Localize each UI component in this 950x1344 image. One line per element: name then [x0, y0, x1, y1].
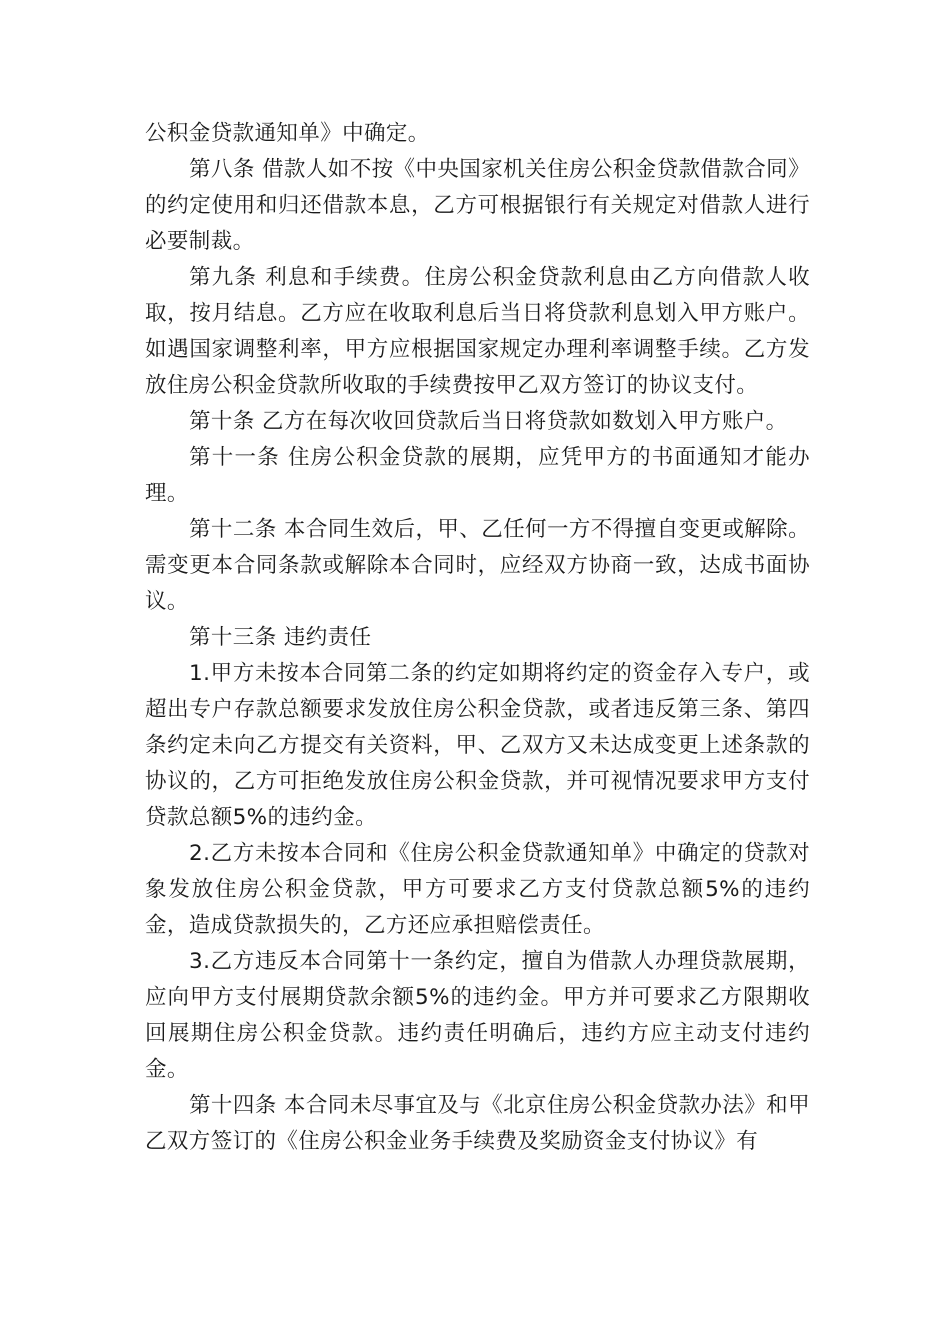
article-13-item-1: 1.甲方未按本合同第二条的约定如期将约定的资金存入专户，或超出专户存款总额要求发放住房公积金贷款，或者违反第三条、第四条约定未向乙方提交有关资料，甲、乙双方又未达成变更上述条款的协议的，乙方可拒绝发放住房公积金贷款，并可视情况要求甲方支付贷款总额5%的违约金。	[145, 661, 810, 830]
document-body	[145, 116, 810, 1160]
article-13-item-2: 2.乙方未按本合同和《住房公积金贷款通知单》中确定的贷款对象发放住房公积金贷款，甲方可要求乙方支付贷款总额5%的违约金，造成贷款损失的，乙方还应承担赔偿责任。	[145, 841, 810, 938]
article-13-item-3: 3.乙方违反本合同第十一条约定，擅自为借款人办理贷款展期，应向甲方支付展期贷款余额5%的违约金。甲方并可要求乙方限期收回展期住房公积金贷款。违约责任明确后，违约方应主动支付违约金。	[145, 949, 810, 1082]
article-11: 第十一条 住房公积金贷款的展期，应凭甲方的书面通知才能办理。	[145, 445, 810, 506]
article-12: 第十二条 本合同生效后，甲、乙任何一方不得擅自变更或解除。需变更本合同条款或解除本合同时，应经双方协商一致，达成书面协议。	[145, 517, 810, 614]
article-13-heading: 第十三条 违约责任	[189, 625, 372, 650]
article-8: 第八条 借款人如不按《中央国家机关住房公积金贷款借款合同》的约定使用和归还借款本息，乙方可根据银行有关规定对借款人进行必要制裁。	[145, 157, 810, 254]
paragraph-continuation: 公积金贷款通知单》中确定。	[145, 121, 430, 146]
article-14: 第十四条 本合同未尽事宜及与《北京住房公积金贷款办法》和甲乙双方签订的《住房公积金业务手续费及奖励资金支付协议》有	[145, 1093, 810, 1154]
article-9: 第九条 利息和手续费。住房公积金贷款利息由乙方向借款人收取，按月结息。乙方应在收取利息后当日将贷款利息划入甲方账户。如遇国家调整利率，甲方应根据国家规定办理利率调整手续。乙方发放住房公积金贷款所收取的手续费按甲乙双方签订的协议支付。	[145, 265, 810, 398]
article-10: 第十条 乙方在每次收回贷款后当日将贷款如数划入甲方账户。	[189, 409, 788, 434]
